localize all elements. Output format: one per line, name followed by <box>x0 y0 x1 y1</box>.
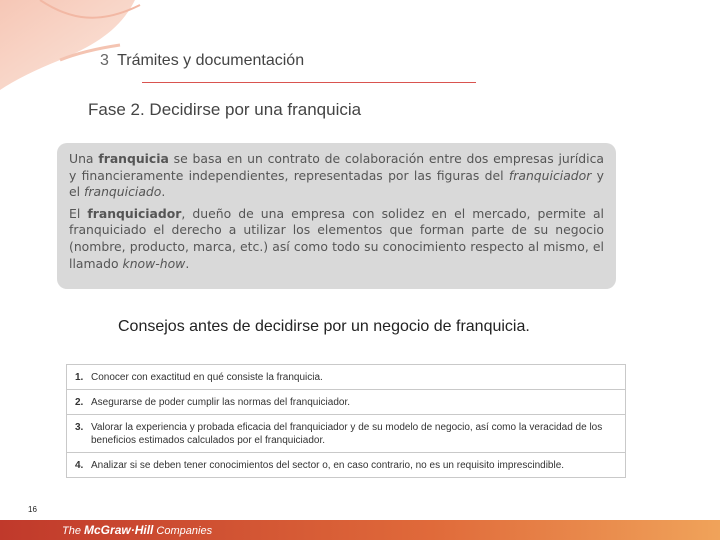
corner-decoration <box>0 0 150 100</box>
advice-number: 1. <box>75 372 84 383</box>
definition-term: franquiciado <box>84 184 162 200</box>
advice-text: Conocer con exactitud en qué consiste la franquicia. <box>91 372 323 383</box>
phase-title: Fase 2. Decidirse por una franquicia <box>88 100 362 119</box>
logo-brand: McGraw·Hill <box>84 523 154 537</box>
advice-number: 4. <box>75 460 84 471</box>
definition-text: Una <box>69 151 99 166</box>
header-divider <box>142 82 476 83</box>
advice-text: Asegurarse de poder cumplir las normas del franquiciador. <box>91 397 351 408</box>
publisher-logo <box>62 523 212 537</box>
definition-text: , dueño de una empresa con solidez en el mercado, permite al franquiciado el derecho a utilizar los elementos que forman parte de su negocio (nombre, producto, marca, etc.) así como todo su conocimiento respecto al mismo, el llamado <box>69 205 605 271</box>
section-header <box>100 52 304 70</box>
definition-term: franquicia <box>98 151 169 166</box>
section-title: Trámites y documentación <box>117 52 305 69</box>
advice-row <box>67 453 625 477</box>
advice-heading: Consejos antes de decidirse por un negocio de franquicia. <box>118 318 530 335</box>
definition-term: franquiciador <box>87 205 182 221</box>
definition-paragraph-1 <box>69 151 604 201</box>
advice-row <box>67 365 625 390</box>
advice-row <box>67 415 625 453</box>
advice-number: 3. <box>75 422 84 433</box>
advice-row <box>67 390 625 415</box>
page-number: 16 <box>28 505 37 514</box>
definition-text: . <box>161 184 166 200</box>
definition-text: y el <box>69 167 604 200</box>
definition-text: El <box>69 205 88 221</box>
section-number: 3 <box>100 52 109 69</box>
definition-term: know-how <box>122 255 186 271</box>
definition-paragraph-2 <box>69 206 604 272</box>
definition-term: franquiciador <box>508 167 592 183</box>
logo-prefix: The <box>62 525 85 537</box>
advice-text: Valorar la experiencia y probada eficacia del franquiciador y de su modelo de negocio, así como la veracidad de los beneficios estimados calculados por el franquiciador. <box>91 422 603 446</box>
definition-text: se basa en un contrato de colaboración entre dos empresas jurídica y financieramente independientes, representadas por las figuras del <box>69 151 604 183</box>
definition-box <box>57 143 616 289</box>
advice-text: Analizar si se deben tener conocimientos del sector o, en caso contrario, no es un requisito imprescindible. <box>91 460 565 471</box>
definition-text: . <box>185 255 190 271</box>
logo-suffix: Companies <box>153 525 213 537</box>
footer-bar <box>0 520 720 540</box>
advice-number: 2. <box>75 397 84 408</box>
advice-table <box>66 364 626 478</box>
